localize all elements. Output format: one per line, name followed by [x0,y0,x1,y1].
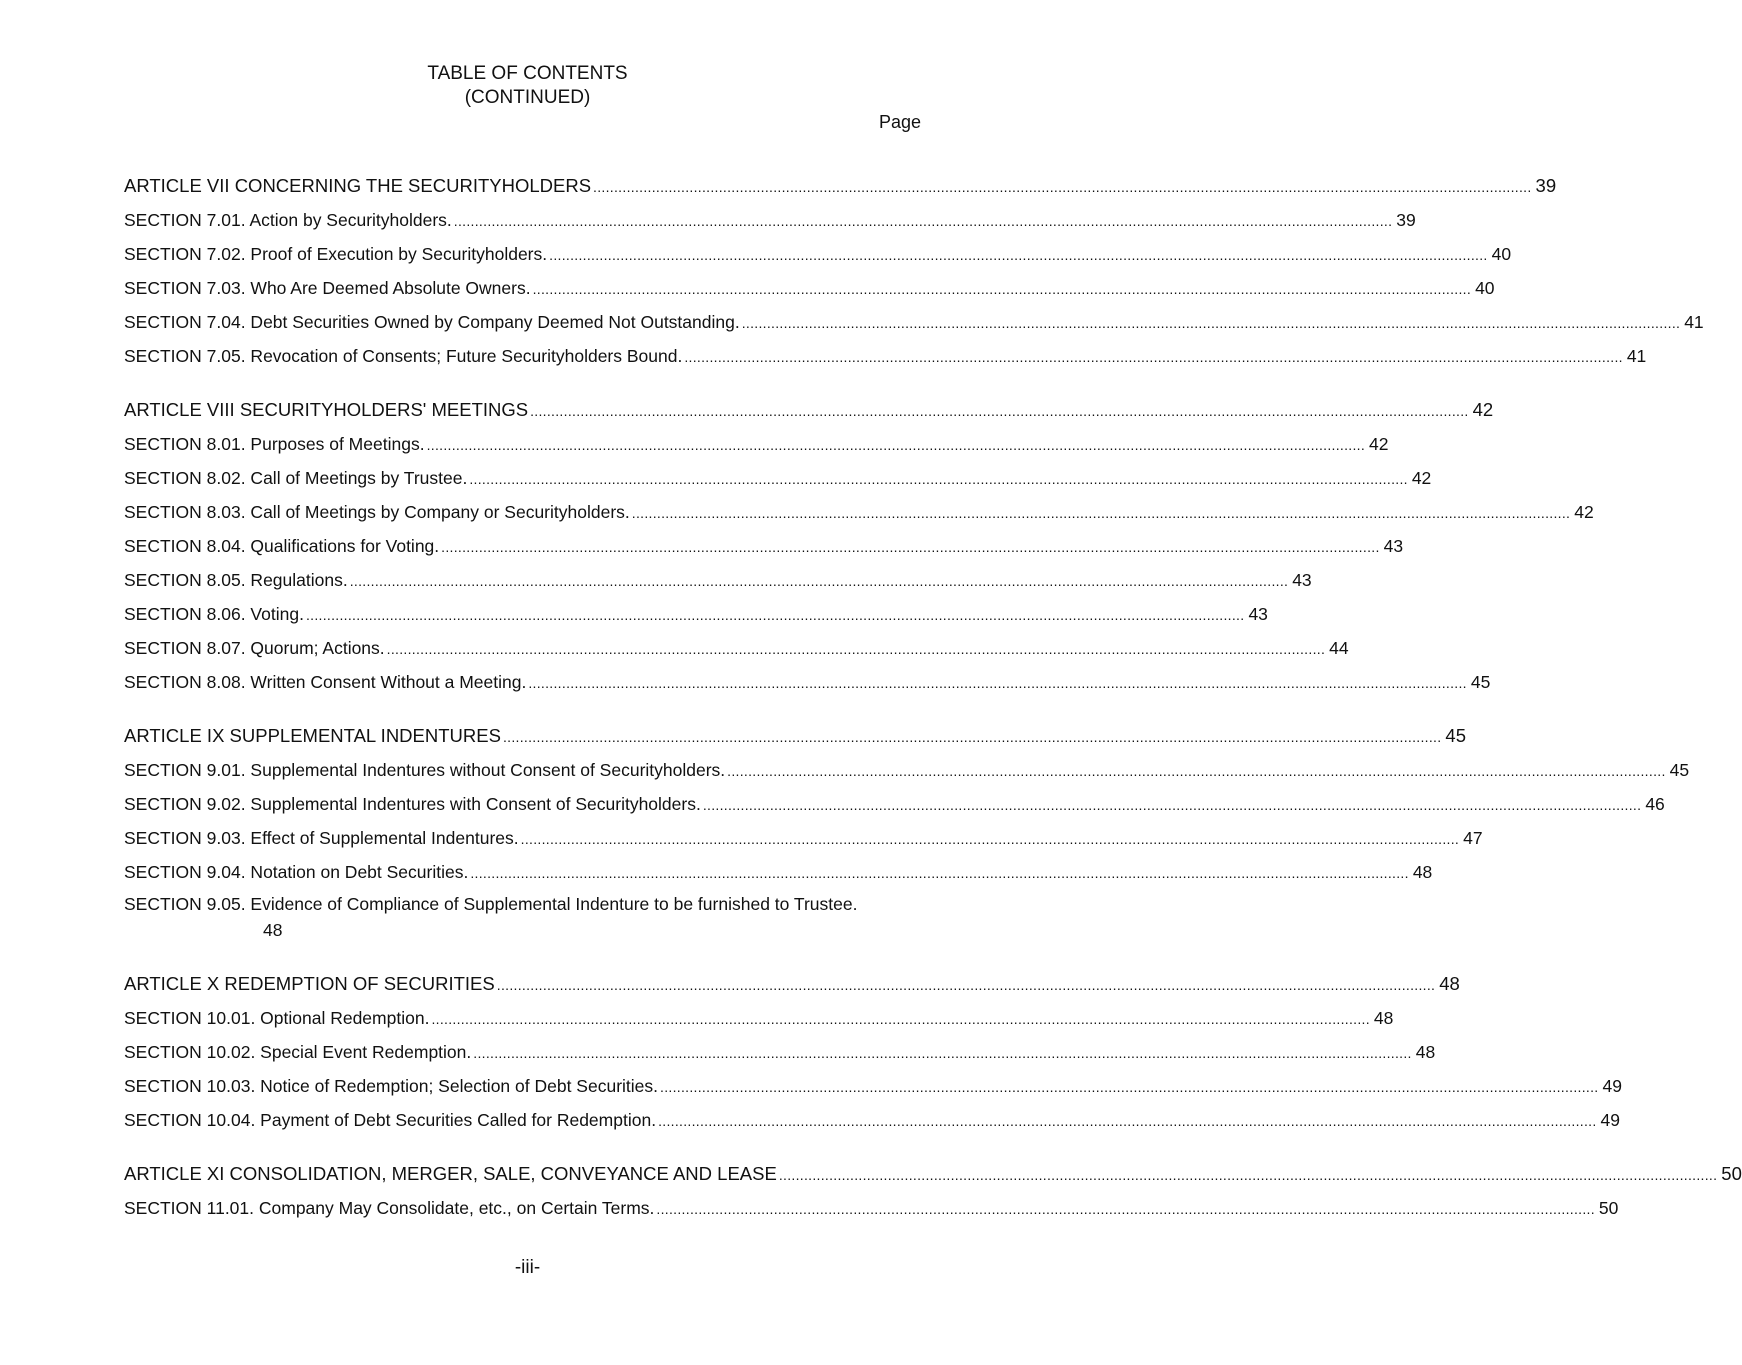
toc-section-9-04 [124,858,1433,892]
dot-leader [469,464,1407,493]
toc-entry-page: 48 [1373,1008,1394,1028]
toc-section-7-03 [124,274,1495,308]
dot-leader [473,1038,1411,1067]
toc-section-8-05 [124,566,1312,600]
page-column-label: Page [879,112,922,132]
toc-article-10 [124,970,1460,1004]
toc-section-8-02 [124,464,1432,498]
toc-entry-page: 49 [1602,1076,1622,1096]
toc-section-9-03 [124,824,1483,858]
dot-leader [306,600,1244,629]
toc-entry-page: 42 [1472,399,1494,420]
toc-entry-text: SECTION 11.01. Company May Consolidate, etc., on Certain Terms. [124,1198,655,1218]
toc-entry-text: SECTION 9.05. Evidence of Compliance of Supplemental Indenture to be furnished to Trustee. [124,894,858,914]
dot-leader [684,342,1622,371]
toc-entry-text: SECTION 9.04. Notation on Debt Securities. [124,862,469,882]
table-of-contents [124,172,1742,1228]
toc-section-7-02 [124,240,1512,274]
dot-leader [549,240,1487,269]
toc-entry-text: ARTICLE VII CONCERNING THE SECURITYHOLDERS [124,175,592,196]
toc-entry-text: SECTION 10.02. Special Event Redemption. [124,1042,472,1062]
dot-leader [593,172,1531,201]
toc-entry-text: ARTICLE X REDEMPTION OF SECURITIES [124,973,495,994]
dot-leader [742,308,1680,337]
toc-entry-page: 39 [1535,175,1557,196]
toc-section-10-02 [124,1038,1436,1072]
toc-entry-text: SECTION 8.08. Written Consent Without a Meeting. [124,672,527,692]
dot-leader [521,824,1459,853]
toc-entry-text: SECTION 7.03. Who Are Deemed Absolute Owners. [124,278,531,298]
toc-section-7-04 [124,308,1704,342]
toc-section-10-04 [124,1106,1621,1140]
dot-leader [632,498,1570,527]
toc-entry-text: SECTION 9.01. Supplemental Indentures without Consent of Securityholders. [124,760,726,780]
dot-leader [528,668,1466,697]
toc-section-11-01 [124,1194,1619,1228]
toc-entry-page: 44 [1329,638,1349,658]
dot-leader [427,430,1365,459]
toc-entry-text: ARTICLE IX SUPPLEMENTAL INDENTURES [124,725,501,746]
toc-section-8-04 [124,532,1404,566]
toc-entry-page: 50 [1721,1163,1742,1184]
dot-leader [727,756,1665,785]
toc-section-10-01 [124,1004,1394,1038]
toc-article-8 [124,396,1494,430]
toc-entry-text: SECTION 9.03. Effect of Supplemental Indentures. [124,828,519,848]
toc-entry-text: SECTION 8.01. Purposes of Meetings. [124,434,425,454]
toc-entry-page: 43 [1248,604,1268,624]
toc-subtitle: (CONTINUED) [464,87,591,108]
toc-entry-page: 50 [1598,1198,1619,1218]
toc-entry-text: SECTION 7.01. Action by Securityholders. [124,210,452,230]
toc-entry-page: 47 [1463,828,1483,848]
dot-leader [656,1194,1594,1223]
dot-leader [779,1160,1717,1189]
toc-section-8-07 [124,634,1349,668]
dot-leader [387,634,1325,663]
dot-leader [703,790,1641,819]
toc-title: TABLE OF CONTENTS [427,63,628,84]
toc-entry-page: 43 [1292,570,1312,590]
toc-entry-text: ARTICLE VIII SECURITYHOLDERS' MEETINGS [124,399,529,420]
toc-section-9-01 [124,756,1690,790]
dot-leader [431,1004,1369,1033]
toc-article-9 [124,722,1466,756]
toc-entry-page: 39 [1396,210,1416,230]
toc-entry-page: 40 [1491,244,1512,264]
page-number: -iii- [514,1257,541,1278]
toc-entry-text: SECTION 9.02. Supplemental Indentures with Consent of Securityholders. [124,794,701,814]
toc-entry-text: SECTION 7.05. Revocation of Consents; Future Securityholders Bound. [124,346,683,366]
toc-section-7-01 [124,206,1416,240]
dot-leader [658,1106,1596,1135]
toc-section-9-05 [124,892,930,950]
toc-article-7 [124,172,1557,206]
toc-entry-page: 42 [1411,468,1432,488]
toc-entry-page: 48 [263,920,283,940]
toc-entry-page: 49 [1600,1110,1621,1130]
toc-entry-page: 41 [1626,346,1647,366]
dot-leader [497,970,1435,999]
toc-entry-text: SECTION 10.03. Notice of Redemption; Selection of Debt Securities. [124,1076,659,1096]
toc-entry-text: SECTION 8.06. Voting. [124,604,304,624]
toc-entry-text: SECTION 8.02. Call of Meetings by Trustee. [124,468,468,488]
dot-leader [441,532,1379,561]
dot-leader [660,1072,1598,1101]
dot-leader [350,566,1288,595]
toc-section-8-01 [124,430,1389,464]
toc-entry-text: ARTICLE XI CONSOLIDATION, MERGER, SALE, CONVEYANCE AND LEASE [124,1163,777,1184]
toc-entry-page: 45 [1470,672,1491,692]
dot-leader [503,722,1441,751]
toc-entry-text: SECTION 8.05. Regulations. [124,570,348,590]
toc-entry-page: 48 [1415,1042,1436,1062]
toc-entry-page: 45 [1669,760,1690,780]
toc-article-11 [124,1160,1742,1194]
toc-entry-page: 48 [1439,973,1460,994]
toc-entry-text: SECTION 8.07. Quorum; Actions. [124,638,385,658]
toc-section-8-03 [124,498,1594,532]
dot-leader [454,206,1392,235]
toc-entry-page: 41 [1684,312,1704,332]
dot-leader [530,396,1468,425]
toc-section-8-06 [124,600,1268,634]
toc-entry-text: SECTION 10.04. Payment of Debt Securities Called for Redemption. [124,1110,657,1130]
dot-leader [533,274,1471,303]
dot-leader [470,858,1408,887]
toc-entry-page: 40 [1475,278,1495,298]
toc-section-7-05 [124,342,1647,376]
toc-entry-leader-line [124,916,930,950]
toc-entry-page: 46 [1645,794,1665,814]
toc-entry-page: 42 [1369,434,1389,454]
toc-section-9-02 [124,790,1665,824]
toc-entry-text: SECTION 10.01. Optional Redemption. [124,1008,430,1028]
toc-section-10-03 [124,1072,1622,1106]
toc-entry-text: SECTION 7.04. Debt Securities Owned by Company Deemed Not Outstanding. [124,312,740,332]
toc-entry-text: SECTION 7.02. Proof of Execution by Securityholders. [124,244,548,264]
toc-section-8-08 [124,668,1491,702]
toc-entry-text: SECTION 8.04. Qualifications for Voting. [124,536,440,556]
toc-entry-page: 45 [1445,725,1466,746]
toc-entry-page: 43 [1383,536,1404,556]
toc-entry-page: 42 [1574,502,1594,522]
toc-entry-page: 48 [1412,862,1433,882]
toc-entry-text: SECTION 8.03. Call of Meetings by Company or Securityholders. [124,502,630,522]
